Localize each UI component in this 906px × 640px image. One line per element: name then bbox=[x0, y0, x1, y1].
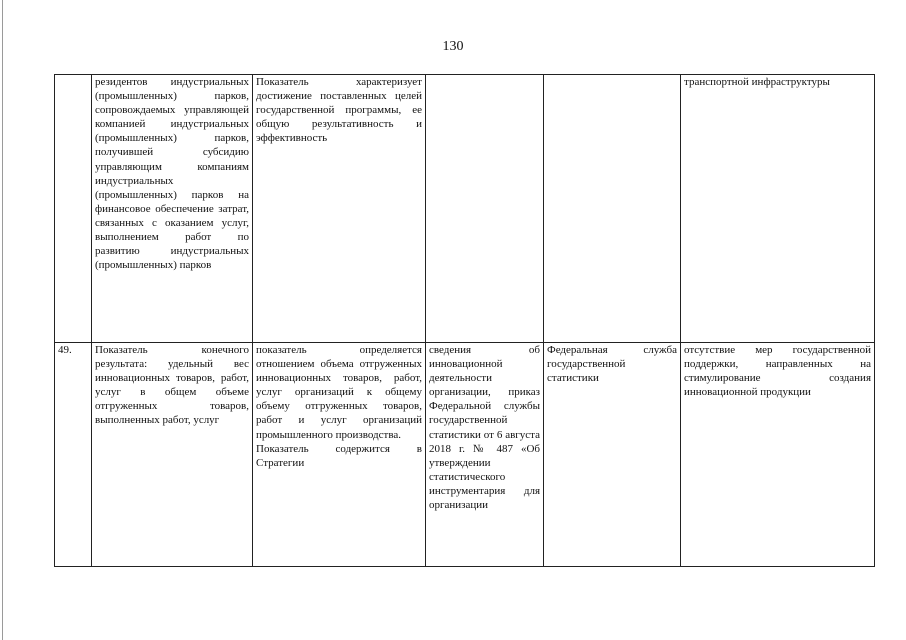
page-edge-line bbox=[2, 0, 3, 640]
risk-factors-cell: транспортной инфраструктуры bbox=[681, 75, 875, 343]
indicator-description-cell: Показатель характеризует достижение поставленных целей государственной программы, ее общую результативность и эффективность bbox=[253, 75, 426, 343]
row-number-cell: 49. bbox=[55, 343, 92, 567]
row-number-cell bbox=[55, 75, 92, 343]
risk-factors-cell: отсутствие мер государственной поддержки, направленных на стимулирование создания инновационной продукции bbox=[681, 343, 875, 567]
indicator-description-text: показатель определяется отношением объема отгруженных инновационных товаров, работ, услуг организаций к общему объему отгруженных товаров, работ и услуг организаций промышленного производства. bbox=[256, 344, 422, 441]
data-source-cell bbox=[426, 75, 544, 343]
indicator-strategy-note: Показатель содержится в Стратегии bbox=[256, 442, 422, 469]
responsible-agency-cell: Федеральная служба государственной статистики bbox=[544, 343, 681, 567]
table-row bbox=[55, 75, 875, 343]
responsible-agency-cell bbox=[544, 75, 681, 343]
indicators-table bbox=[54, 74, 875, 567]
indicator-name-cell: резидентов индустриальных (промышленных) парков, сопровождаемых управляющей компанией индустриальных (промышленных) парков, получившей субсидию управляющим компаниям индустриальных (промышленных) парков на финансовое обеспечение затрат, связанных с оказанием услуг, выполнением работ по развитию индустриальных (промышленных) парков bbox=[92, 75, 253, 343]
data-source-cell: сведения об инновационной деятельности организации, приказ Федеральной службы государственной статистики от 6 августа 2018 г. № 487 «Об утверждении статистического инструментария для организации bbox=[426, 343, 544, 567]
indicator-description-cell bbox=[253, 343, 426, 567]
indicator-name-cell: Показатель конечного результата: удельный вес инновационных товаров, работ, услуг в общем объеме отгруженных товаров, выполненных работ, услуг bbox=[92, 343, 253, 567]
page-number: 130 bbox=[442, 39, 464, 54]
table-row bbox=[55, 343, 875, 567]
